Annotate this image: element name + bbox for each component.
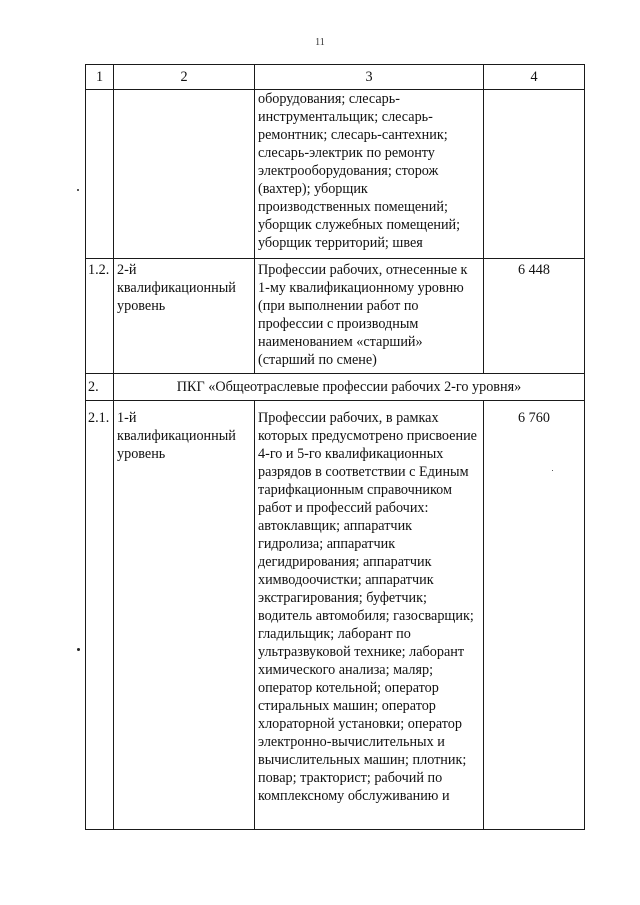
- column-header-3: 3: [255, 65, 484, 90]
- qualification-level: 1-й квалификационный уровень: [114, 401, 255, 830]
- column-header-2: 2: [114, 65, 255, 90]
- row-number: 1.2.: [86, 259, 114, 374]
- column-header-4: 4: [484, 65, 585, 90]
- row-number: [86, 90, 114, 259]
- salary-value: 6 760: [484, 401, 585, 830]
- scan-speck: [77, 189, 79, 191]
- page-number: 11: [315, 37, 325, 48]
- profession-description: оборудования; слесарь-инструментальщик; слесарь-ремонтник; слесарь-сантехник; слесарь-электрик по ремонту электрооборудования; сторож (вахтер); уборщик производственных помещений; уборщик служебных помещений; уборщик территорий; швея: [255, 90, 484, 259]
- table-row: [86, 401, 585, 830]
- group-row: [86, 374, 585, 401]
- profession-description: Профессии рабочих, отнесенные к 1-му квалификационному уровню (при выполнении работ по профессии с производным наименованием «старший» (старший по смене): [255, 259, 484, 374]
- group-title: ПКГ «Общеотраслевые профессии рабочих 2-го уровня»: [114, 374, 585, 401]
- row-number: 2.1.: [86, 401, 114, 830]
- row-number: 2.: [86, 374, 114, 401]
- scan-speck: [77, 648, 80, 651]
- qualification-level: [114, 90, 255, 259]
- salary-value: [484, 90, 585, 259]
- column-header-1: 1: [86, 65, 114, 90]
- qualification-level: 2-й квалификационный уровень: [114, 259, 255, 374]
- salary-table: [85, 64, 585, 830]
- table-row: [86, 90, 585, 259]
- salary-value: 6 448: [484, 259, 585, 374]
- profession-description: Профессии рабочих, в рамках которых предусмотрено присвоение 4-го и 5-го квалификационных разрядов в соответствии с Единым тарифкационным справочником работ и профессий рабочих: автоклавщик; аппаратчик гидролиза; аппаратчик дегидрирования; аппаратчик химводоочистки; аппаратчик экстрагирования; буфетчик; водитель автомобиля; газосварщик; гладильщик; лаборант по ультразвуковой технике; лаборант химического анализа; маляр; оператор котельной; оператор стиральных машин; оператор хлораторной установки; оператор электронно-вычислительных и вычислительных машин; плотник; повар; тракторист; рабочий по комплексному обслуживанию и: [255, 401, 484, 830]
- table-header-row: [86, 65, 585, 90]
- table-row: [86, 259, 585, 374]
- scan-speck: [552, 470, 553, 471]
